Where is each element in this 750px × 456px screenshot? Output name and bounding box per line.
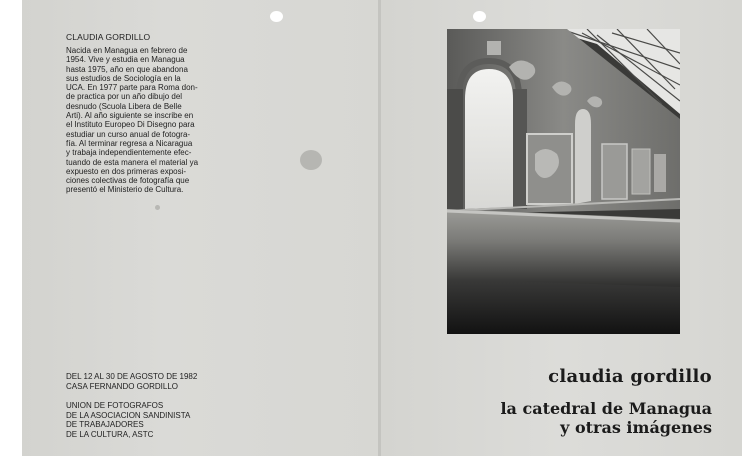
punch-hole [473,11,486,22]
bio-line: tuando de esta manera el material ya [66,157,199,167]
bio-line: de practica por un año dibujo del [66,92,183,102]
bio-line: Nacida en Managua en febrero de [66,46,188,55]
bio-line: estudiar un curso anual de fotogra- [66,129,191,139]
page-fold [378,0,381,456]
bio-line: y trabaja independientemente efec- [66,148,192,158]
organizer-line: DE LA ASOCIACION SANDINISTA [66,410,191,420]
organizer-line: DE LA CULTURA, ASTC [66,429,154,439]
bio-line: ciones colectivas de fotografía que [66,176,190,186]
bio-line: hasta 1975, año en que abandona [66,64,188,74]
title-line: la catedral de Managua [500,399,712,418]
cathedral-photo [447,29,680,334]
dates-line: DEL 12 AL 30 DE AGOSTO DE 1982 [66,372,198,381]
paper-speck [155,205,160,210]
bio-line: sus estudios de Sociología en la [66,73,181,83]
bio-line: fía. Al terminar regresa a Nicaragua [66,138,193,148]
bio-line: expuesto en dos primeras exposi- [66,166,187,176]
bio-line: 1954. Vive y estudia en Managua [66,55,185,65]
dates-line: CASA FERNANDO GORDILLO [66,381,179,391]
bio-heading: CLAUDIA GORDILLO [66,32,151,42]
bio-line: presentó el Ministerio de Cultura. [66,185,184,195]
exhibition-dates [66,372,266,391]
organizer-credit [66,401,266,439]
bio-line: Arti). Al año siguiente se inscribe en [66,111,194,121]
organizer-line: UNION DE FOTOGRAFOS [66,401,164,410]
bio-line: desnudo (Scuola Libera de Belle [66,101,182,111]
exhibition-title [500,399,712,437]
artist-name-title: claudia gordillo [548,366,712,387]
bio-text [66,46,216,195]
title-line: y otras imágenes [560,418,712,437]
punch-hole [270,11,283,22]
bio-line: el Instituto Europeo Di Disegno para [66,120,195,130]
paper-stain [300,150,322,170]
organizer-line: DE TRABAJADORES [66,420,144,429]
bio-line: UCA. En 1977 parte para Roma don- [66,83,198,93]
